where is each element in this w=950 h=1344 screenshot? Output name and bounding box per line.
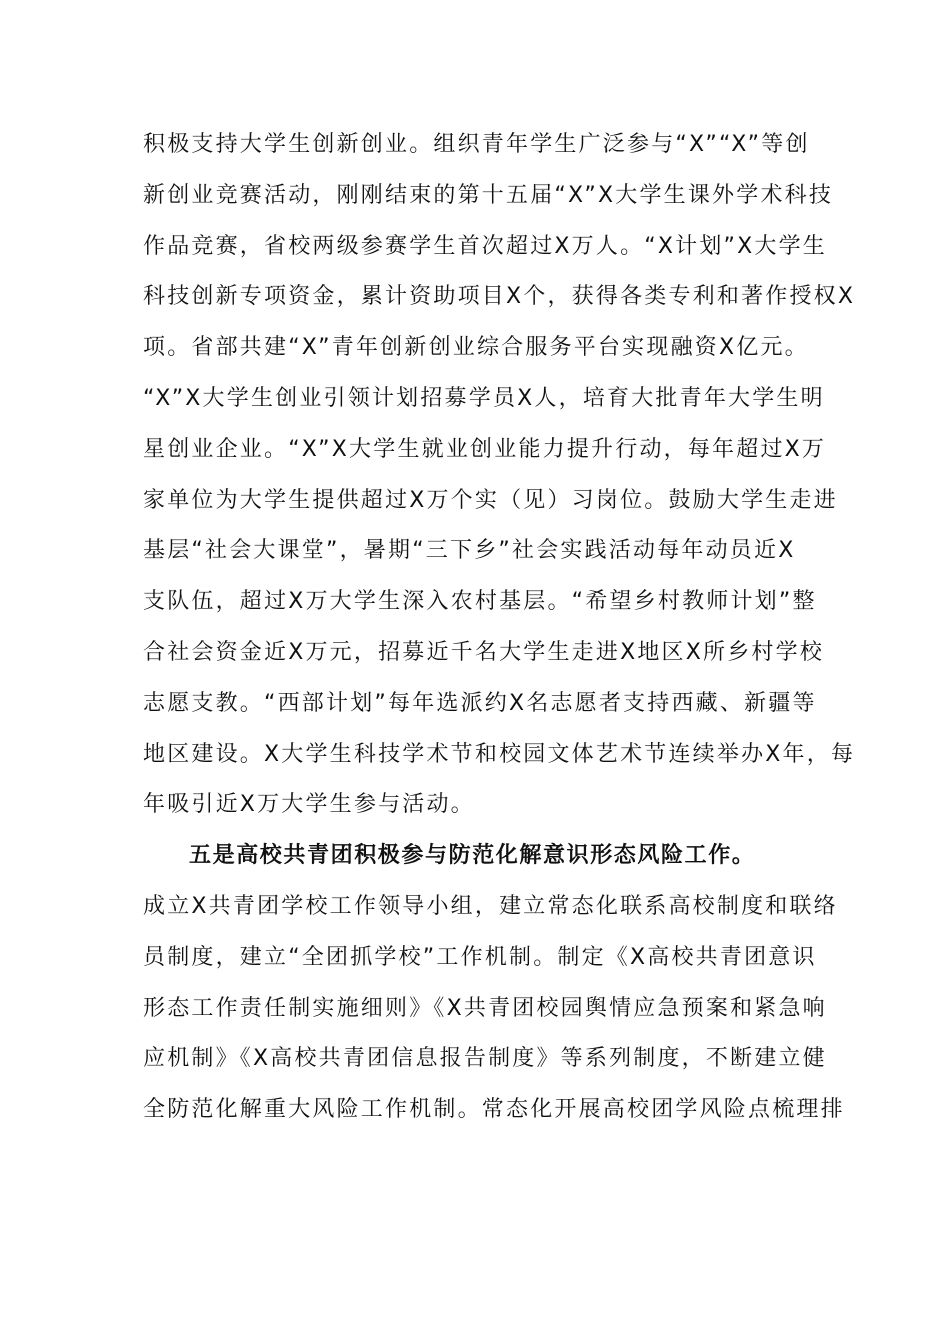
body-line: 项。省部共建“X”青年创新创业综合服务平台实现融资X亿元。: [143, 335, 809, 361]
body-line: 成立X共青团学校工作领导小组，建立常态化联系高校制度和联络: [143, 893, 838, 919]
body-line: 支队伍，超过X万大学生深入农村基层。“希望乡村教师计划”整: [143, 589, 817, 615]
body-line: 合社会资金近X万元，招募近千名大学生走进X地区X所乡村学校: [143, 639, 825, 665]
body-line: 志愿支教。“西部计划”每年选派约X名志愿者支持西藏、新疆等: [143, 690, 817, 716]
body-line: 全防范化解重大风险工作机制。常态化开展高校团学风险点梳理排: [143, 1097, 845, 1123]
body-line: 年吸引近X万大学生参与活动。: [143, 792, 475, 818]
body-line: 科技创新专项资金，累计资助项目X个，获得各类专利和著作授权X: [143, 284, 856, 310]
body-line: 应机制》《X高校共青团信息报告制度》等系列制度，不断建立健: [143, 1046, 827, 1072]
body-line: 家单位为大学生提供超过X万个实（见）习岗位。鼓励大学生走进: [143, 487, 838, 513]
section-heading: 五是高校共青团积极参与防范化解意识形态风险工作。: [189, 843, 756, 869]
body-line: 地区建设。X大学生科技学术节和校园文体艺术节连续举办X年，每: [143, 741, 856, 767]
body-line: 员制度，建立“全团抓学校”工作机制。制定《X高校共青团意识: [143, 944, 817, 970]
body-line: 星创业企业。“X”X大学生就业创业能力提升行动，每年超过X万: [143, 436, 827, 462]
body-line: 形态工作责任制实施细则》《X共青团校园舆情应急预案和紧急响: [143, 995, 827, 1021]
document-body: [143, 130, 856, 1146]
body-line: 积极支持大学生创新创业。组织青年学生广泛参与“X”“X”等创: [143, 132, 810, 157]
body-line: 新创业竞赛活动，刚刚结束的第十五届“X”X大学生课外学术科技: [143, 182, 834, 208]
body-line: “X”X大学生创业引领计划招募学员X人，培育大批青年大学生明: [143, 385, 825, 411]
body-line: 基层“社会大课堂”，暑期“三下乡”社会实践活动每年动员近X: [143, 538, 796, 564]
body-line: 作品竞赛，省校两级参赛学生首次超过X万人。“X计划”X大学生: [143, 233, 828, 259]
